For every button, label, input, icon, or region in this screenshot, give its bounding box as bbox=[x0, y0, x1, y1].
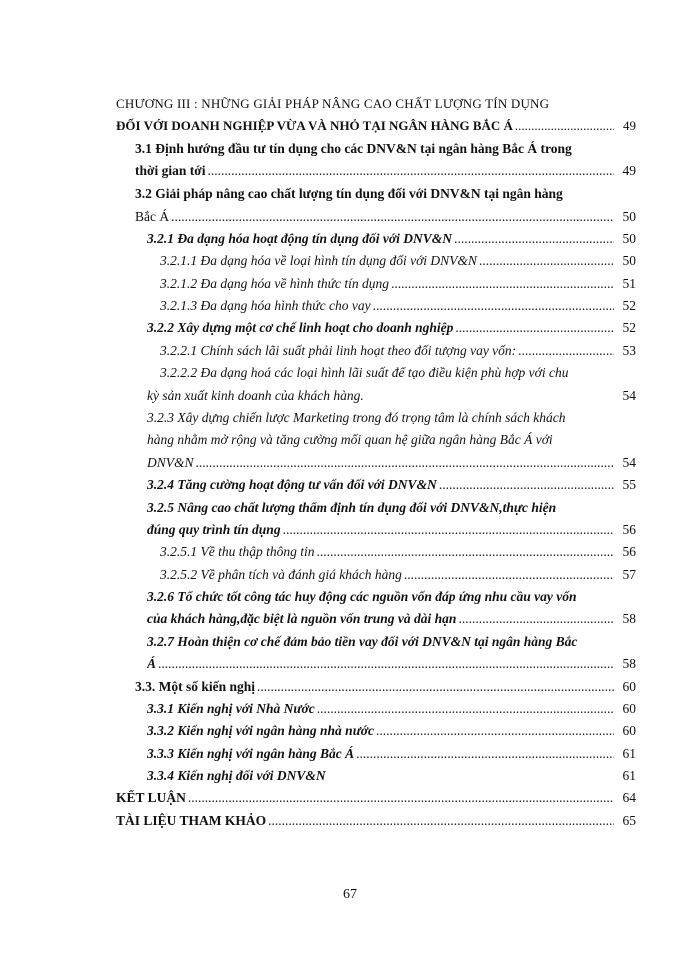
dot-leader bbox=[171, 209, 614, 225]
dot-leader bbox=[268, 813, 614, 829]
toc-entry-3-3[interactable]: 3.3. Một số kiến nghị ..... 60 bbox=[135, 679, 636, 695]
page-number: 61 bbox=[622, 768, 636, 783]
dot-leader bbox=[317, 701, 614, 717]
toc-entry-chapter-3[interactable]: ĐỐI VỚI DOANH NGHIỆP VỪA VÀ NHỎ TẠI NGÂN HÀNG BẮC Á ..... 49 bbox=[116, 118, 636, 134]
page-number: 56 bbox=[622, 522, 636, 537]
toc-entry-3-2-1-2[interactable]: 3.2.1.2 Đa dạng hóa về hình thức tín dụng ..... 51 bbox=[160, 276, 636, 292]
toc-entry-3-2-6-line1: 3.2.6 Tổ chức tốt công tác huy động các nguồn vốn đáp ứng nhu cầu vay vốn bbox=[147, 589, 577, 604]
dot-leader bbox=[391, 276, 614, 292]
page-number: 55 bbox=[622, 477, 636, 492]
dot-leader bbox=[188, 790, 614, 806]
page-number: 58 bbox=[622, 656, 636, 671]
dot-leader bbox=[404, 567, 614, 583]
page-number: 52 bbox=[622, 298, 636, 313]
page-number: 49 bbox=[623, 118, 636, 133]
dot-leader bbox=[515, 118, 614, 134]
toc-entry-3-2-2-2[interactable]: kỳ sản xuất kinh doanh của khách hàng. 54 bbox=[147, 388, 636, 403]
toc-entry-3-3-3[interactable]: 3.3.3 Kiến nghị với ngân hàng Bắc Á ..... 61 bbox=[147, 746, 636, 762]
toc-entry-3-2-5[interactable]: đúng quy trình tín dụng ..... 56 bbox=[147, 522, 636, 538]
toc-entry-3-3-1[interactable]: 3.3.1 Kiến nghị với Nhà Nước ..... 60 bbox=[147, 701, 636, 717]
page-number: 56 bbox=[622, 544, 636, 559]
dot-leader bbox=[283, 522, 614, 538]
page-number: 50 bbox=[622, 231, 636, 246]
toc-entry-3-2-2[interactable]: 3.2.2 Xây dựng một cơ chế linh hoạt cho doanh nghiệp ..... 52 bbox=[147, 320, 636, 336]
dot-leader bbox=[376, 723, 614, 739]
toc-entry-3-2-3-line1: 3.2.3 Xây dựng chiến lược Marketing trong đó trọng tâm là chính sách khách bbox=[147, 410, 566, 425]
dot-leader bbox=[479, 253, 614, 269]
toc-entry-3-1-line1: 3.1 Định hướng đầu tư tín dụng cho các DNV&N tại ngân hàng Bắc Á trong bbox=[135, 141, 572, 156]
toc-entry-3-2-5-1[interactable]: 3.2.5.1 Về thu thập thông tin ..... 56 bbox=[160, 544, 636, 560]
dot-leader bbox=[207, 163, 614, 179]
dot-leader bbox=[317, 544, 615, 560]
page-number: 61 bbox=[622, 746, 636, 761]
toc-entry-3-2-1-3[interactable]: 3.2.1.3 Đa dạng hóa hình thức cho vay ..... 52 bbox=[160, 298, 636, 314]
toc-entry-3-2-1[interactable]: 3.2.1 Đa dạng hóa hoạt động tín dụng đối với DNV&N ..... 50 bbox=[147, 231, 636, 247]
dot-leader bbox=[158, 656, 614, 672]
page-number: 54 bbox=[622, 388, 636, 403]
page-number: 57 bbox=[622, 567, 636, 582]
dot-leader bbox=[454, 231, 614, 247]
page-number: 50 bbox=[622, 209, 636, 224]
dot-leader bbox=[439, 477, 614, 493]
dot-leader bbox=[373, 298, 614, 314]
toc-entry-3-2-7[interactable]: Á ..... 58 bbox=[147, 656, 636, 672]
toc-entry-3-2-5-line1: 3.2.5 Nâng cao chất lượng thẩm định tín dụng đối với DNV&N,thực hiện bbox=[147, 500, 557, 515]
toc-entry-3-2-3[interactable]: DNV&N ..... 54 bbox=[147, 455, 636, 471]
page-number: 54 bbox=[622, 455, 636, 470]
toc-entry-chapter-3-line1: CHƯƠNG III : NHỮNG GIẢI PHÁP NÂNG CAO CHẤT LƯỢNG TÍN DỤNG bbox=[116, 96, 550, 111]
toc-entry-3-3-4[interactable]: 3.3.4 Kiến nghị đối với DNV&N 61 bbox=[147, 768, 636, 783]
toc-entry-3-2-3-line2: hàng nhằm mở rộng và tăng cường mối quan hệ giữa ngân hàng Bắc Á với bbox=[147, 432, 553, 447]
toc-entry-ket-luan[interactable]: KẾT LUẬN ..... 64 bbox=[116, 790, 636, 806]
toc-entry-3-2-1-1[interactable]: 3.2.1.1 Đa dạng hóa về loại hình tín dụng đối với DNV&N ..... 50 bbox=[160, 253, 636, 269]
page-number: 60 bbox=[622, 701, 636, 716]
page-footer-number: 67 bbox=[343, 887, 357, 902]
page-number: 50 bbox=[622, 253, 636, 268]
toc-entry-3-2-2-1[interactable]: 3.2.2.1 Chính sách lãi suất phải linh hoạt theo đối tượng vay vốn: ..... 53 bbox=[160, 343, 636, 359]
toc-entry-3-2[interactable]: Bắc Á ..... 50 bbox=[135, 209, 636, 225]
dot-leader bbox=[455, 320, 614, 336]
page-number: 65 bbox=[622, 813, 636, 828]
page-number: 52 bbox=[622, 320, 636, 335]
toc-entry-tai-lieu-tham-khao[interactable]: TÀI LIỆU THAM KHẢO ..... 65 bbox=[116, 813, 636, 829]
dot-leader bbox=[257, 679, 614, 695]
toc-entry-3-2-4[interactable]: 3.2.4 Tăng cường hoạt động tư vấn đối với DNV&N ..... 55 bbox=[147, 477, 636, 493]
toc-entry-3-2-6[interactable]: của khách hàng,đặc biệt là nguồn vốn trung và dài hạn ..... 58 bbox=[147, 611, 636, 627]
toc-entry-3-3-2[interactable]: 3.3.2 Kiến nghị với ngân hàng nhà nước ..... 60 bbox=[147, 723, 636, 739]
toc-entry-3-2-7-line1: 3.2.7 Hoàn thiện cơ chế đảm bảo tiền vay đối với DNV&N tại ngân hàng Bắc bbox=[147, 634, 578, 649]
page-number: 64 bbox=[622, 790, 636, 805]
dot-leader bbox=[356, 746, 614, 762]
dot-leader bbox=[196, 455, 614, 471]
toc-entry-3-2-5-2[interactable]: 3.2.5.2 Về phân tích và đánh giá khách hàng ..... 57 bbox=[160, 567, 636, 583]
page-number: 53 bbox=[622, 343, 636, 358]
page-number: 51 bbox=[622, 276, 636, 291]
page-number: 60 bbox=[622, 679, 636, 694]
toc-entry-3-1[interactable]: thời gian tới ..... 49 bbox=[135, 163, 636, 179]
dot-leader bbox=[458, 611, 614, 627]
page-number: 58 bbox=[622, 611, 636, 626]
page-number: 49 bbox=[622, 163, 636, 178]
dot-leader bbox=[518, 343, 614, 359]
toc-entry-3-2-line1: 3.2 Giải pháp nâng cao chất lượng tín dụng đối với DNV&N tại ngân hàng bbox=[135, 186, 563, 201]
toc-entry-3-2-2-2-line1: 3.2.2.2 Đa dạng hoá các loại hình lãi suất để tạo điều kiện phù hợp với chu bbox=[160, 365, 569, 380]
page-number: 60 bbox=[622, 723, 636, 738]
